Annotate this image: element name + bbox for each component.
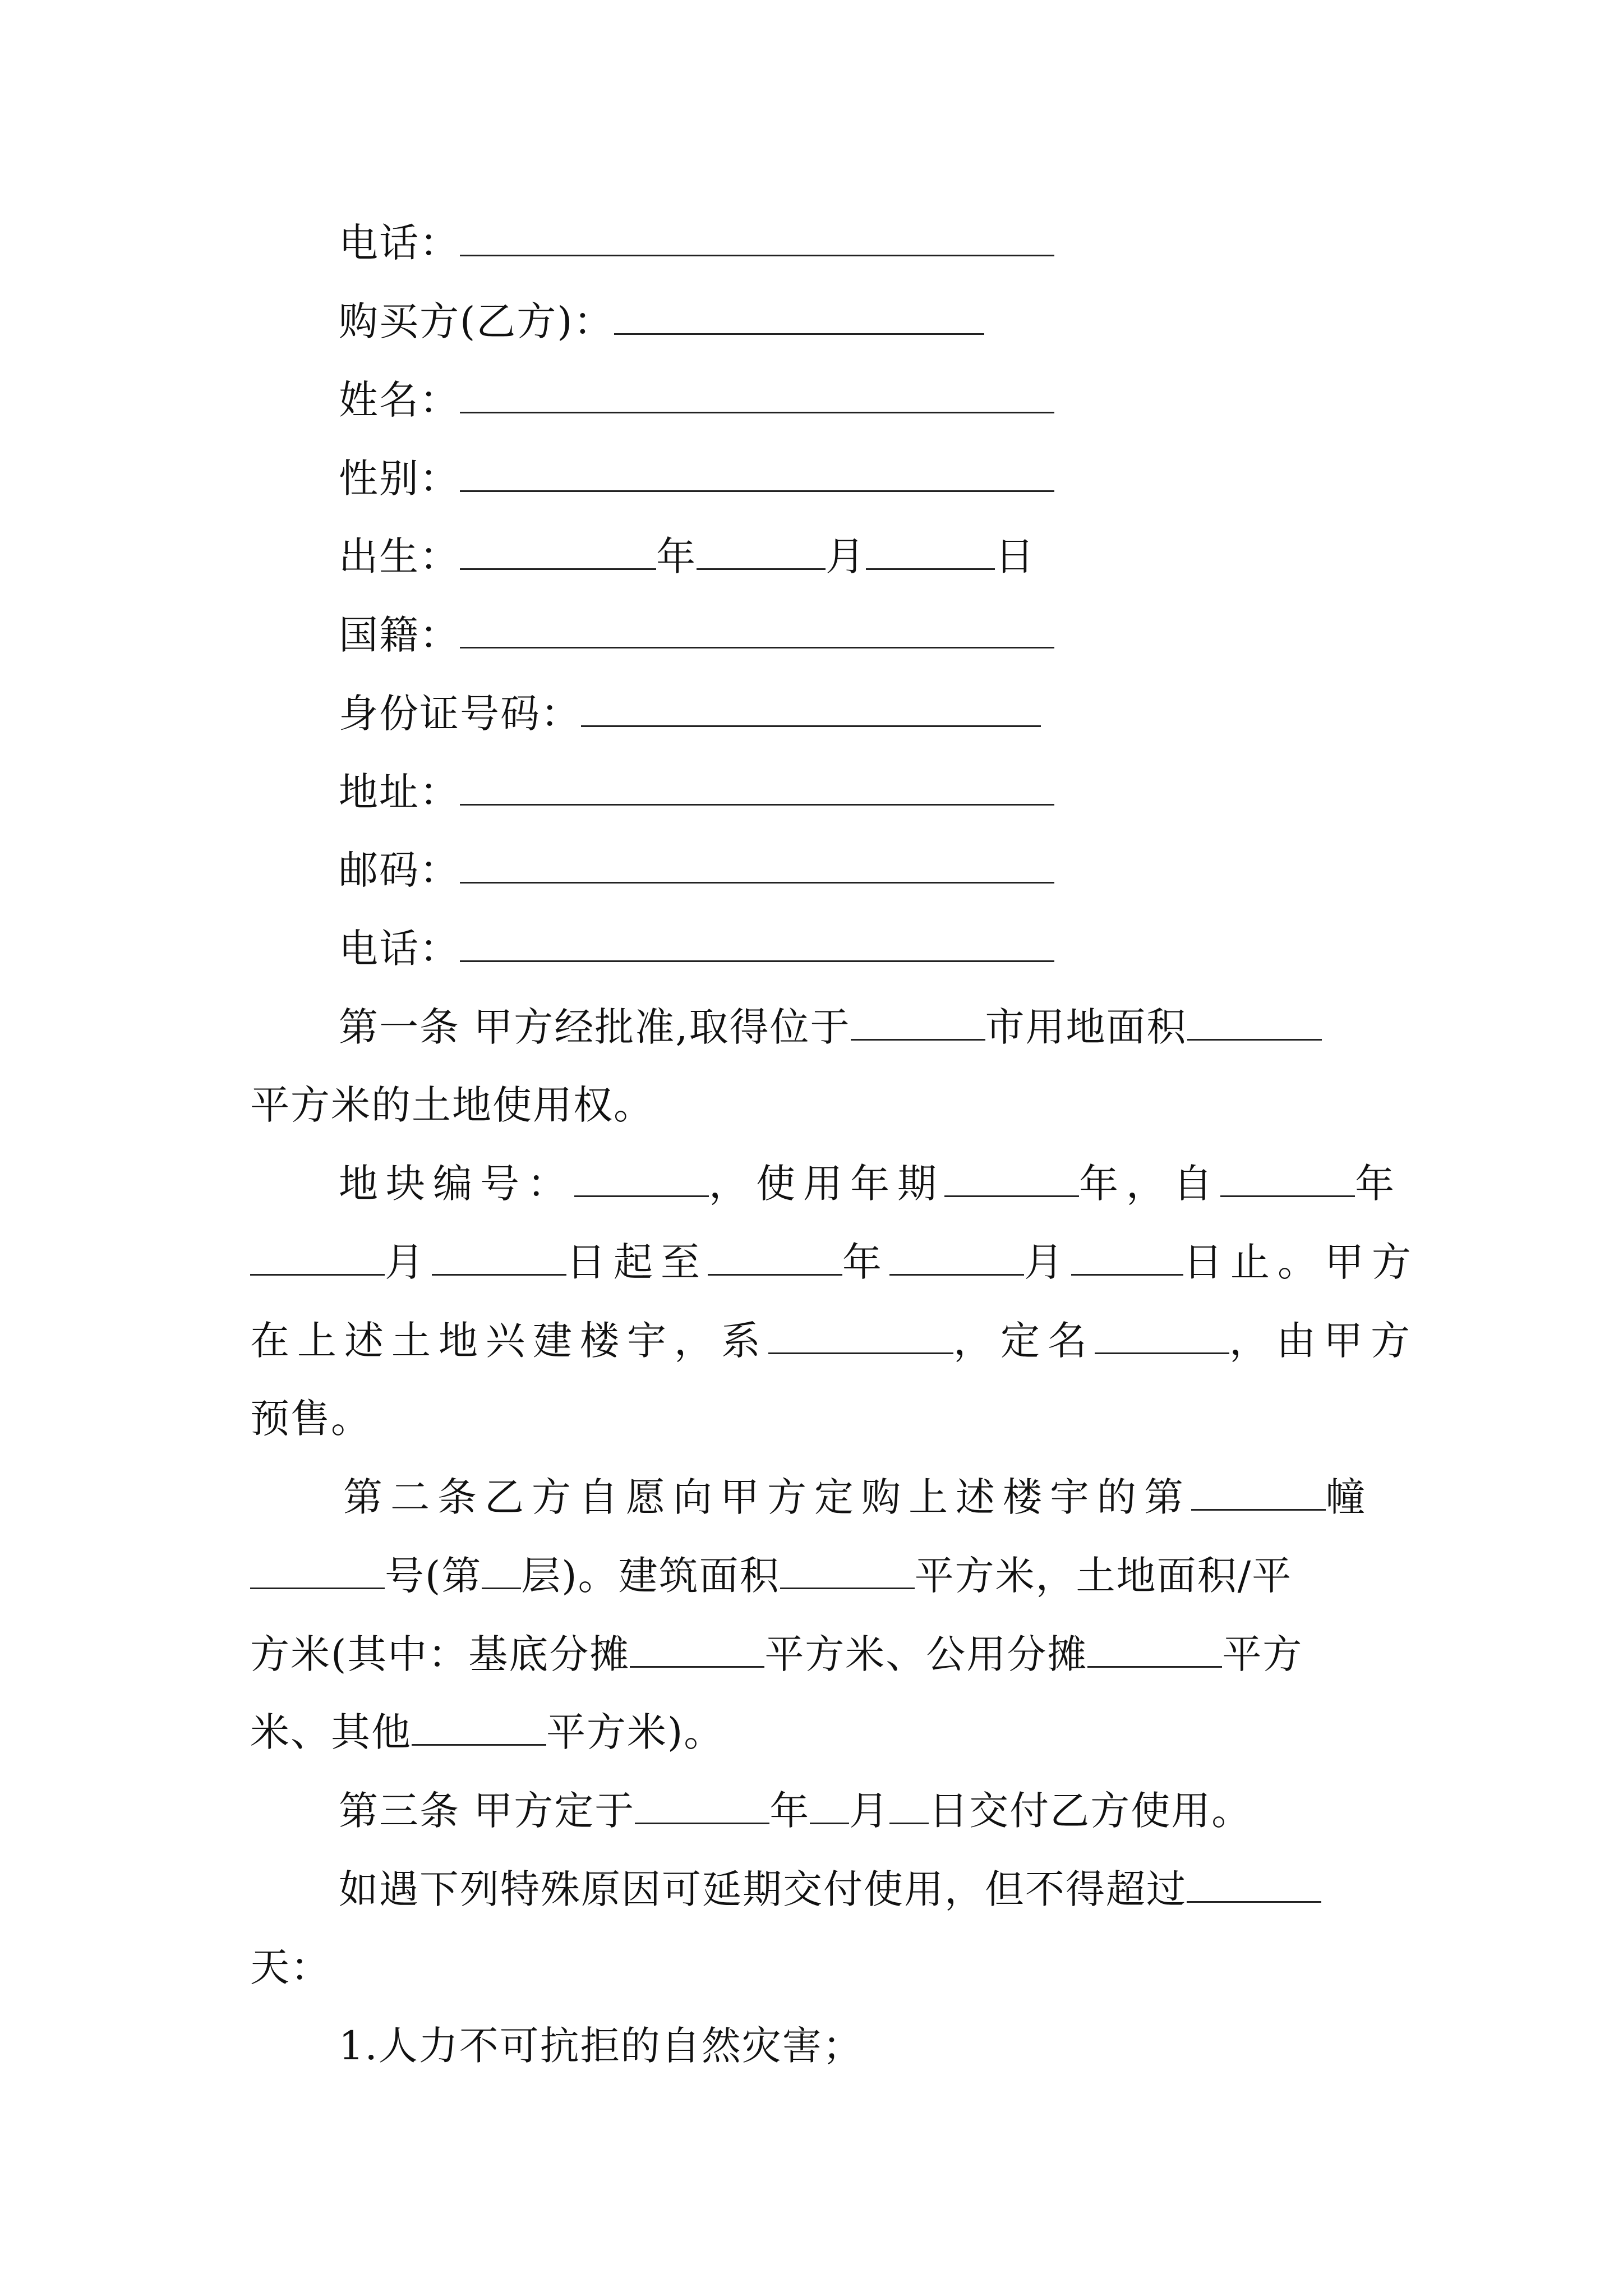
other-area-blank[interactable]	[412, 1709, 546, 1746]
article3-line2	[339, 1858, 1321, 1920]
birth-label: 出生：	[339, 533, 460, 579]
article3-text: 如遇下列特殊原因可延期交付使用，但不得超过	[339, 1866, 1187, 1912]
use-term-blank[interactable]	[944, 1161, 1079, 1197]
end-day-blank[interactable]	[1071, 1239, 1183, 1276]
article2-text: 层)。建筑面积	[521, 1553, 780, 1599]
article3-text: 年	[769, 1788, 810, 1834]
article2-line3	[250, 1623, 1303, 1685]
buyer-field	[339, 291, 984, 352]
name-field	[339, 369, 1054, 431]
postcode-label: 邮码：	[339, 847, 460, 893]
nationality-field	[339, 604, 1054, 666]
plot-number-blank[interactable]	[574, 1161, 709, 1197]
article1-text: 平方米的土地使用权。	[250, 1082, 654, 1128]
unit-number-blank[interactable]	[250, 1553, 385, 1589]
article1-line1	[339, 996, 1322, 1058]
article1-text: 第一条 甲方经批准,取得位于	[339, 1004, 851, 1050]
article1-line3	[339, 1153, 1402, 1214]
article2-line1	[343, 1466, 1373, 1528]
postcode-blank[interactable]	[460, 847, 1054, 884]
article2-text: 平方米，土地面积/平	[914, 1553, 1293, 1599]
end-year-blank[interactable]	[708, 1239, 842, 1276]
article3-line3	[250, 1936, 331, 1998]
name-label: 姓名：	[339, 377, 460, 423]
article2-line2	[250, 1545, 1292, 1607]
article1-text: ，由甲方	[1229, 1318, 1418, 1364]
start-day-blank[interactable]	[432, 1239, 566, 1276]
birth-day-blank[interactable]	[866, 533, 995, 570]
gender-label: 性别：	[339, 455, 460, 501]
article2-text: 平方米)。	[546, 1709, 725, 1755]
article1-line2	[250, 1074, 654, 1136]
buyer-label: 购买方(乙方)：	[339, 298, 614, 344]
article1-text: 年	[842, 1239, 889, 1285]
public-share-blank[interactable]	[1087, 1631, 1222, 1668]
delivery-day-blank[interactable]	[889, 1788, 929, 1824]
phone-label: 电话：	[339, 220, 460, 266]
article1-text: 月	[385, 1239, 432, 1285]
delivery-year-blank[interactable]	[635, 1788, 769, 1824]
phone-field-2	[339, 918, 1054, 979]
article1-text: 预售。	[250, 1396, 371, 1442]
article3-text: 月	[849, 1788, 890, 1834]
article1-line6	[250, 1388, 371, 1450]
article1-text: ，使用年期	[709, 1161, 944, 1207]
article2-text: 第二条乙方自愿向甲方定购上述楼宇的第	[343, 1474, 1191, 1520]
list-item: 1.人力不可抗拒的自然灾害；	[339, 2023, 863, 2069]
article2-line4	[250, 1701, 724, 1763]
article1-line5	[250, 1310, 1418, 1372]
id-number-field	[339, 683, 1041, 744]
birth-field	[339, 526, 1035, 587]
id-number-label: 身份证号码：	[339, 691, 581, 737]
delay-days-blank[interactable]	[1187, 1866, 1321, 1903]
article3-line1	[339, 1780, 1252, 1842]
postcode-field	[339, 839, 1054, 901]
birth-month-blank[interactable]	[697, 533, 826, 570]
base-share-blank[interactable]	[630, 1631, 764, 1668]
article1-text: ，定名	[953, 1318, 1095, 1364]
building-number-blank[interactable]	[1191, 1474, 1326, 1511]
article3-item1	[339, 2015, 863, 2077]
article1-text: 年	[1355, 1161, 1402, 1207]
phone-blank[interactable]	[460, 220, 1054, 256]
article1-text: 年，自	[1079, 1161, 1220, 1207]
phone-field-1	[339, 212, 1054, 274]
end-month-blank[interactable]	[889, 1239, 1024, 1276]
building-type-blank[interactable]	[768, 1318, 953, 1354]
buyer-blank[interactable]	[614, 298, 984, 335]
article2-text: 米、其他	[250, 1709, 412, 1755]
address-field	[339, 761, 1054, 823]
address-label: 地址：	[339, 769, 460, 815]
phone-blank-2[interactable]	[460, 926, 1054, 962]
birth-year-label: 年	[656, 533, 697, 579]
city-blank[interactable]	[851, 1004, 985, 1041]
birth-year-blank[interactable]	[460, 533, 656, 570]
birth-day-label: 日	[995, 533, 1035, 579]
start-year-blank[interactable]	[1220, 1161, 1355, 1197]
article2-text: 方米(其中：基底分摊	[250, 1631, 630, 1677]
article1-text: 日止。甲方	[1183, 1239, 1419, 1285]
building-area-blank[interactable]	[780, 1553, 915, 1589]
floor-blank[interactable]	[482, 1553, 521, 1589]
article1-text: 地块编号：	[339, 1161, 574, 1207]
id-number-blank[interactable]	[581, 691, 1041, 727]
delivery-month-blank[interactable]	[810, 1788, 849, 1824]
article2-text: 平方米、公用分摊	[764, 1631, 1088, 1677]
nationality-label: 国籍：	[339, 612, 460, 658]
gender-blank[interactable]	[460, 455, 1054, 492]
article1-text: 在上述土地兴建楼宇，系	[250, 1318, 768, 1364]
name-blank[interactable]	[460, 377, 1054, 413]
article1-line4	[250, 1231, 1419, 1293]
address-blank[interactable]	[460, 769, 1054, 806]
article3-text: 天：	[250, 1944, 331, 1990]
phone-label-2: 电话：	[339, 926, 460, 972]
building-name-blank[interactable]	[1095, 1318, 1229, 1354]
article2-text: 号(第	[385, 1553, 482, 1599]
article3-text: 日交付乙方使用。	[929, 1788, 1252, 1834]
start-month-blank[interactable]	[250, 1239, 385, 1276]
gender-field	[339, 448, 1054, 509]
article3-text: 第三条 甲方定于	[339, 1788, 635, 1834]
article2-text: 平方	[1222, 1631, 1303, 1677]
article2-text: 幢	[1326, 1474, 1373, 1520]
article1-text: 市用地面积	[985, 1004, 1187, 1050]
land-area-blank[interactable]	[1187, 1004, 1322, 1041]
article1-text: 日起至	[566, 1239, 708, 1285]
article1-text: 月	[1024, 1239, 1071, 1285]
birth-month-label: 月	[826, 533, 866, 579]
nationality-blank[interactable]	[460, 612, 1054, 648]
